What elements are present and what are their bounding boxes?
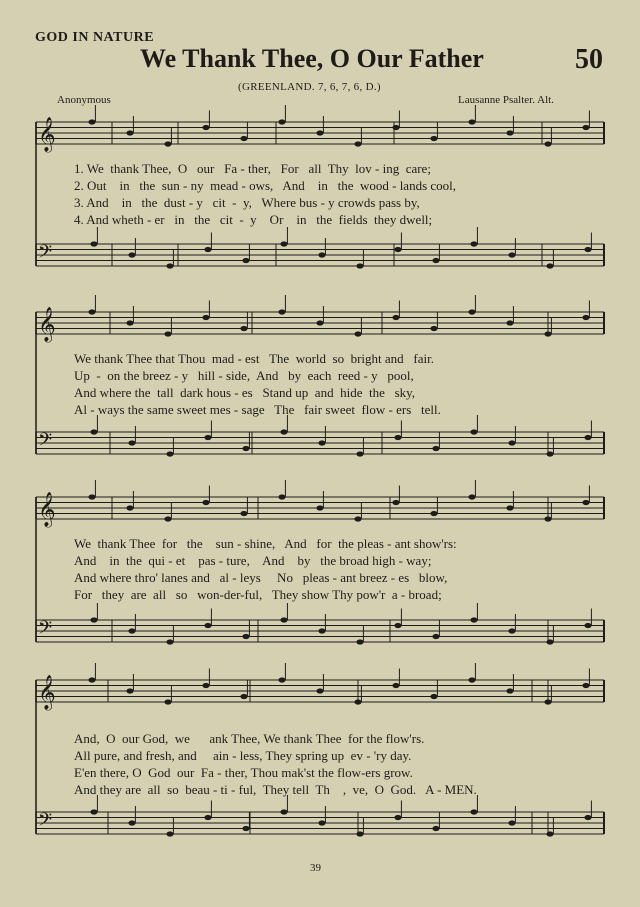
system-2-treble-note-head	[468, 309, 475, 314]
system-2-bass-note-head	[470, 429, 477, 434]
system-2-bass-note-head	[204, 435, 211, 440]
system-1-treble-note-head	[240, 136, 247, 141]
system-4-bass-note-head	[394, 815, 401, 820]
system-2-treble-note-head	[544, 331, 551, 336]
system-2-bass-note-head	[166, 451, 173, 456]
system-3-bass-note-head	[90, 617, 97, 622]
system-2-treble-clef-icon: 𝄞	[38, 307, 56, 342]
lyric-line: 4. And wheth - er in the cit - y Or in the fields they dwell;	[74, 212, 433, 227]
system-2-bass-note-head	[242, 446, 249, 451]
system-1-treble-note-head	[278, 119, 285, 124]
system-3-bass-note-head	[356, 639, 363, 644]
system-4-treble-note-head	[468, 677, 475, 682]
system-1-treble-note-head	[316, 130, 323, 135]
page-number: 39	[310, 862, 321, 874]
lyrics-system-1	[74, 160, 594, 228]
system-3-treble-note-head	[354, 516, 361, 521]
system-2-treble-note-head	[354, 331, 361, 336]
system-1-bass-note-head	[280, 241, 287, 246]
system-1-bass-note-head	[356, 263, 363, 268]
system-2-treble-note-head	[278, 309, 285, 314]
system-3-treble-note-head	[164, 516, 171, 521]
system-3-bass-note-head	[128, 628, 135, 633]
system-3-treble-note-head	[468, 494, 475, 499]
system-4-bass-note-head	[546, 831, 553, 836]
system-4-treble-note-head	[392, 683, 399, 688]
lyrics-system-2	[74, 350, 594, 418]
system-1-treble-note-head	[392, 125, 399, 130]
system-3-bass-note-head	[166, 639, 173, 644]
lyrics-system-3	[74, 535, 594, 603]
system-3-treble-note-head	[88, 494, 95, 499]
system-1-treble-note-head	[506, 130, 513, 135]
system-4-bass-note-head	[280, 809, 287, 814]
system-1-treble-note-head	[354, 141, 361, 146]
system-4-treble-note-head	[126, 688, 133, 693]
system-1-treble-note-head	[164, 141, 171, 146]
system-1-bass-clef-icon: 𝄢	[38, 242, 53, 267]
system-1-treble-note-head	[202, 125, 209, 130]
lyric-line: Al - ways the same sweet mes - sage The fair sweet flow - ers tell.	[74, 402, 441, 417]
system-1-treble-note-head	[126, 130, 133, 135]
system-3-treble-note-head	[126, 505, 133, 510]
system-4-treble-note-head	[88, 677, 95, 682]
system-3-bass-clef-icon: 𝄢	[38, 618, 53, 643]
system-4-bass-note-head	[242, 826, 249, 831]
system-3-bass-note-head	[242, 634, 249, 639]
system-2-bass-note-head	[584, 435, 591, 440]
system-3-treble-note-head	[582, 500, 589, 505]
system-2-bass-note-head	[128, 440, 135, 445]
lyric-line: 2. Out in the sun - ny mead - ows, And in the wood - lands cool,	[74, 178, 457, 193]
lyric-line: E'en there, O God our Fa - ther, Thou mak'st the flow-ers grow.	[74, 765, 413, 780]
system-2-bass-note-head	[432, 446, 439, 451]
lyric-line: All pure, and fresh, and ain - less, They spring up ev - 'ry day.	[74, 748, 412, 763]
system-3-bass-note-head	[204, 623, 211, 628]
hymn-number: 50	[575, 44, 603, 75]
system-4-bass-note-head	[318, 820, 325, 825]
system-4-bass-note-head	[128, 820, 135, 825]
system-1-bass-note-head	[432, 258, 439, 263]
system-3-bass-note-head	[470, 617, 477, 622]
system-4-bass-clef-icon: 𝄢	[38, 810, 53, 835]
lyric-line: For they are all so won-der-ful, They show Thy pow'r a - broad;	[74, 587, 442, 602]
system-2-bass-note-head	[394, 435, 401, 440]
system-3-bass-note-head	[318, 628, 325, 633]
composer-credit: Lausanne Psalter. Alt.	[458, 94, 554, 106]
lyric-line: 1. We thank Thee, O our Fa - ther, For all Thy lov - ing care;	[74, 161, 431, 176]
system-1-treble-note-head	[430, 136, 437, 141]
system-2-treble-note-head	[240, 326, 247, 331]
system-3-treble-note-head	[544, 516, 551, 521]
system-2-bass-note-head	[318, 440, 325, 445]
system-2-bass-note-head	[356, 451, 363, 456]
system-3-bass-note-head	[508, 628, 515, 633]
system-2-treble-note-head	[126, 320, 133, 325]
system-3-treble-note-head	[240, 511, 247, 516]
system-1-bass-note-head	[90, 241, 97, 246]
system-3-treble-note-head	[392, 500, 399, 505]
system-4-treble-clef-icon: 𝄞	[38, 675, 56, 710]
system-3-treble-note-head	[430, 511, 437, 516]
section-heading: GOD IN NATURE	[35, 30, 155, 45]
system-3-bass-note-head	[584, 623, 591, 628]
lyric-line: We thank Thee for the sun - shine, And for the pleas - ant show'rs:	[74, 536, 457, 551]
lyric-line: And they are all so beau - ti - ful, They tell Th , ve, O God. A - MEN.	[74, 782, 477, 797]
system-1-treble-note-head	[88, 119, 95, 124]
system-4-bass-note-head	[470, 809, 477, 814]
system-2-treble-note-head	[582, 315, 589, 320]
system-4-bass-note-head	[356, 831, 363, 836]
system-1-bass-note-head	[128, 252, 135, 257]
system-4-bass-note-head	[166, 831, 173, 836]
system-4-treble-note-head	[316, 688, 323, 693]
system-1-bass-note-head	[318, 252, 325, 257]
lyrics-system-4	[74, 730, 594, 798]
system-2-bass-note-head	[90, 429, 97, 434]
system-1-bass-note-head	[204, 247, 211, 252]
system-4-bass-note-head	[584, 815, 591, 820]
author-credit: Anonymous	[57, 94, 111, 106]
system-2-treble-note-head	[506, 320, 513, 325]
lyric-line: And where the tall dark hous - es Stand up and hide the sky,	[74, 385, 416, 400]
system-4-treble-note-head	[164, 699, 171, 704]
system-1-bass-note-head	[508, 252, 515, 257]
system-2-bass-note-head	[546, 451, 553, 456]
system-3-bass-note-head	[280, 617, 287, 622]
system-4-treble-note-head	[354, 699, 361, 704]
system-3-bass-note-head	[432, 634, 439, 639]
system-2-bass-note-head	[280, 429, 287, 434]
system-2-bass-clef-icon: 𝄢	[38, 430, 53, 455]
system-1-treble-note-head	[582, 125, 589, 130]
system-1-bass-note-head	[166, 263, 173, 268]
lyric-line: And where thro' lanes and al - leys No pleas - ant breez - es blow,	[74, 570, 448, 585]
system-2-treble-note-head	[430, 326, 437, 331]
tune-name: (GREENLAND. 7, 6, 7, 6, D.)	[238, 81, 381, 93]
system-1-bass-note-head	[584, 247, 591, 252]
system-4-treble-note-head	[202, 683, 209, 688]
system-4-treble-note-head	[544, 699, 551, 704]
system-4-treble-note-head	[582, 683, 589, 688]
system-2-treble-note-head	[392, 315, 399, 320]
system-1-bass-note-head	[546, 263, 553, 268]
lyric-line: Up - on the breez - y hill - side, And by each reed - y pool,	[74, 368, 414, 383]
system-3-treble-note-head	[278, 494, 285, 499]
system-1-bass-note-head	[470, 241, 477, 246]
lyric-line: And in the qui - et pas - ture, And by the broad high - way;	[74, 553, 432, 568]
system-4-bass-note-head	[204, 815, 211, 820]
system-2-treble-note-head	[316, 320, 323, 325]
system-1-treble-note-head	[544, 141, 551, 146]
system-4-bass-note-head	[508, 820, 515, 825]
system-4-treble-note-head	[278, 677, 285, 682]
system-3-treble-note-head	[316, 505, 323, 510]
lyric-line: We thank Thee that Thou mad - est The world so bright and fair.	[74, 351, 434, 366]
system-4-bass-note-head	[432, 826, 439, 831]
system-3-bass-note-head	[394, 623, 401, 628]
system-4-treble-note-head	[506, 688, 513, 693]
system-1-bass-note-head	[242, 258, 249, 263]
hymn-title: We Thank Thee, O Our Father	[140, 44, 484, 73]
lyric-line: And, O our God, we ank Thee, We thank Thee for the flow'rs.	[74, 731, 425, 746]
system-1-bass-note-head	[394, 247, 401, 252]
system-2-treble-note-head	[88, 309, 95, 314]
lyric-line: 3. And in the dust - y cit - y, Where bus - y crowds pass by,	[74, 195, 420, 210]
system-2-treble-note-head	[164, 331, 171, 336]
system-2-bass-note-head	[508, 440, 515, 445]
system-3-treble-note-head	[506, 505, 513, 510]
system-1-treble-clef-icon: 𝄞	[38, 117, 56, 152]
system-1-treble-note-head	[468, 119, 475, 124]
system-4-bass-note-head	[90, 809, 97, 814]
system-3-treble-clef-icon: 𝄞	[38, 492, 56, 527]
system-2-treble-note-head	[202, 315, 209, 320]
system-3-treble-note-head	[202, 500, 209, 505]
system-3-bass-note-head	[546, 639, 553, 644]
system-4-treble-note-head	[240, 694, 247, 699]
system-4-treble-note-head	[430, 694, 437, 699]
